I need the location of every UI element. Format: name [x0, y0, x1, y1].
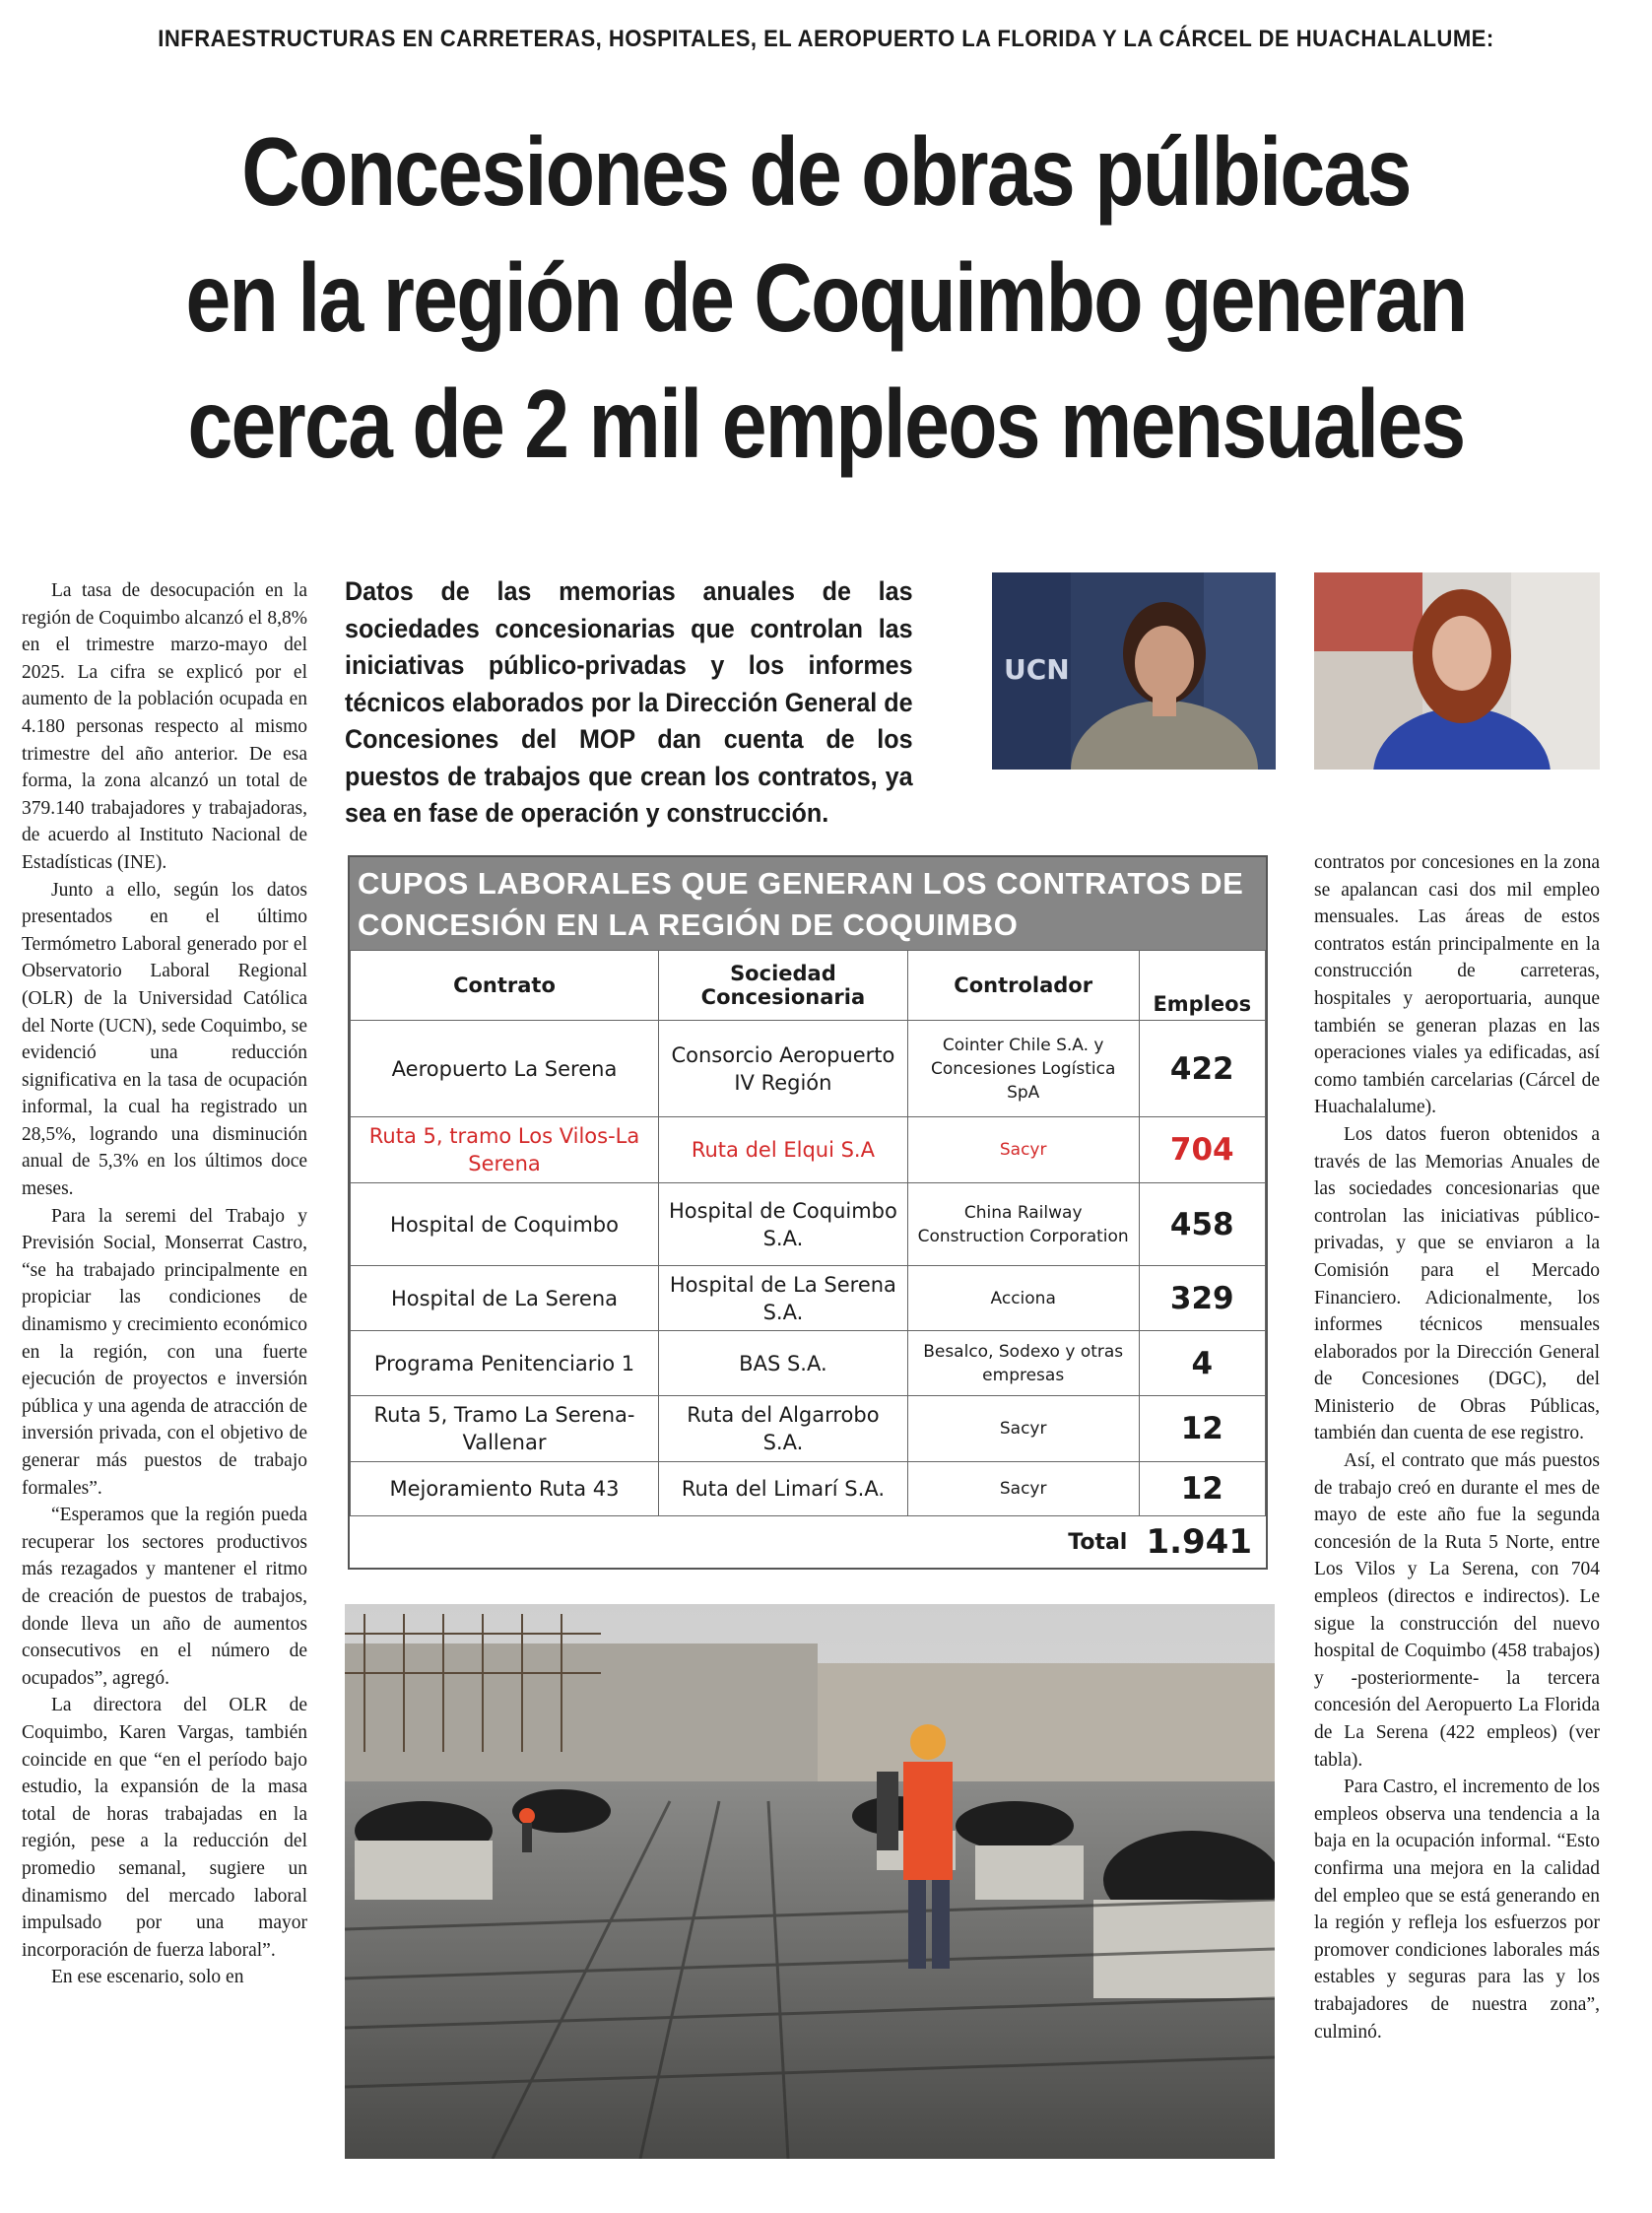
- headline-line-2: en la región de Coquimbo generan: [185, 243, 1467, 352]
- portrait-photo-1: [992, 572, 1276, 770]
- cell-controlador: China Railway Construction Corporation: [907, 1183, 1139, 1266]
- column-header-sociedad: Sociedad Concesionaria: [659, 951, 908, 1021]
- cell-sociedad: Hospital de Coquimbo S.A.: [659, 1183, 908, 1266]
- table-row: [351, 1021, 1266, 1117]
- table-total-row: [350, 1516, 1266, 1568]
- cell-contrato: Hospital de Coquimbo: [351, 1183, 659, 1266]
- cell-sociedad: Ruta del Limarí S.A.: [659, 1462, 908, 1516]
- cell-controlador: Besalco, Sodexo y otras empresas: [907, 1331, 1139, 1396]
- article-headline: [132, 108, 1520, 487]
- cell-empleos: 422: [1139, 1021, 1265, 1117]
- column-header-empleos: Empleos: [1139, 951, 1265, 1021]
- cell-empleos: 12: [1139, 1462, 1265, 1516]
- cell-contrato: Aeropuerto La Serena: [351, 1021, 659, 1117]
- cell-empleos: 12: [1139, 1396, 1265, 1462]
- left-paragraph: La tasa de desocupación en la región de Coquimbo alcanzó el 8,8% en el trimestre marzo-mayo del 2025. La cifra se explicó por el aumento de la población ocupada en 4.180 personas respecto al mismo trimestre del año anterior. De esa forma, la zona alcanzó un total de 379.140 trabajadores y trabajadoras, de acuerdo al Instituto Nacional de Estadísticas (INE).: [22, 580, 307, 873]
- cell-empleos: 704: [1139, 1117, 1265, 1183]
- left-paragraph: “Esperamos que la región pueda recuperar los sectores productivos más rezagados y mantener el ritmo de creación de puestos de trabajos, donde lleva un año de aumentos consecutivos en el número de ocupados”, agregó.: [22, 1505, 307, 1689]
- right-paragraph: Los datos fueron obtenidos a través de las Memorias Anuales de las sociedades concesionarias que controlan las iniciativas público-privadas, y que se enviaron a la Comisión para el Mercado Financiero. Adicionalmente, los informes técnicos mensuales elaborados por la Dirección General de Concesiones (DGC), del Ministerio de Obras Públicas, también dan cuenta de ese registro.: [1314, 1123, 1600, 1444]
- headline-line-3: cerca de 2 mil empleos mensuales: [187, 369, 1465, 478]
- article-lede: Datos de las memorias anuales de las sociedades concesionarias que controlan las iniciativas público-privadas y los informes técnicos elaborados por la Dirección General de Concesiones del MOP dan cuenta de los puestos de trabajos que crean los contratos, ya sea en fase de operación y construcción.: [345, 576, 913, 828]
- right-paragraph: Así, el contrato que más puestos de trabajo creó en durante el mes de mayo de este año fue la segunda concesión de la Ruta 5 Norte, entre Los Vilos y La Serena, con 704 empleos (directos e indirectos). Le sigue la construcción del nuevo hospital de Coquimbo (458 trabajos) y -posteriormente- la tercera concesión del Aeropuerto La Florida de La Serena (422 empleos) (ver tabla).: [1314, 1450, 1600, 1771]
- table-title: [350, 857, 1266, 950]
- left-paragraph: En ese escenario, solo en: [51, 1967, 244, 1988]
- cell-empleos: 329: [1139, 1266, 1265, 1331]
- right-paragraph: contratos por concesiones en la zona se apalancan casi dos mil empleo mensuales. Las áreas de estos contratos están principalmente en la construcción de carreteras, hospitales y aeroportuaria, aunque también se generan plazas en las operaciones viales ya edificadas, así como también carcelarias (Cárcel de Huachalalume).: [1314, 852, 1600, 1118]
- cell-sociedad: BAS S.A.: [659, 1331, 908, 1396]
- cell-controlador: Sacyr: [907, 1396, 1139, 1462]
- left-column: [22, 577, 307, 1991]
- column-header-contrato: Contrato: [351, 951, 659, 1021]
- table-row: [351, 1462, 1266, 1516]
- article-kicker: INFRAESTRUCTURAS EN CARRETERAS, HOSPITALES, EL AEROPUERTO LA FLORIDA Y LA CÁRCEL DE HUACHALALUME:: [158, 26, 1494, 52]
- cell-empleos: 4: [1139, 1331, 1265, 1396]
- portrait-photo-icon: [1314, 572, 1600, 770]
- data-table: [350, 950, 1266, 1516]
- cell-controlador: Sacyr: [907, 1462, 1139, 1516]
- cell-contrato: Ruta 5, tramo Los Vilos-La Serena: [351, 1117, 659, 1183]
- left-paragraph: Para la seremi del Trabajo y Previsión Social, Monserrat Castro, “se ha trabajado principalmente en propiciar las condiciones de dinamismo y crecimiento económico en la región, con una fuerte ejecución de proyectos e inversión pública y una agenda de atracción de inversión privada, con el objetivo de generar más puestos de trabajo formales”.: [22, 1205, 307, 1499]
- table-row: [351, 1183, 1266, 1266]
- portrait-photo-icon: [992, 572, 1276, 770]
- construction-site-photo-icon: [345, 1604, 1275, 2159]
- employment-table: [348, 855, 1268, 1570]
- cell-contrato: Mejoramiento Ruta 43: [351, 1462, 659, 1516]
- right-column: [1314, 849, 1600, 2045]
- cell-controlador: Sacyr: [907, 1117, 1139, 1183]
- ucn-sign-text: UCN: [1004, 653, 1070, 686]
- cell-sociedad: Hospital de La Serena S.A.: [659, 1266, 908, 1331]
- total-label: Total: [1068, 1529, 1128, 1555]
- cell-sociedad: Ruta del Algarrobo S.A.: [659, 1396, 908, 1462]
- table-row: [351, 1331, 1266, 1396]
- cell-controlador: Acciona: [907, 1266, 1139, 1331]
- cell-contrato: Programa Penitenciario 1: [351, 1331, 659, 1396]
- cell-contrato: Hospital de La Serena: [351, 1266, 659, 1331]
- cell-sociedad: Ruta del Elqui S.A: [659, 1117, 908, 1183]
- construction-site-photo: [345, 1604, 1275, 2159]
- right-paragraph: Para Castro, el incremento de los empleos observa una tendencia a la baja en la ocupación informal. “Esto confirma una mejora en la calidad del empleo que se está generando en la región y refleja los esfuerzos por promover condiciones laborales más estables y seguras para las y los trabajadores de nuestra zona”, culminó.: [1314, 1777, 1600, 2043]
- table-row-highlighted: [351, 1117, 1266, 1183]
- left-paragraph: La directora del OLR de Coquimbo, Karen Vargas, también coincide en que “en el período bajo estudio, la expansión de la masa total de horas trabajadas en la región, pese a la reducción del promedio semanal, sugiere un dinamismo del mercado laboral impulsado por una mayor incorporación de fuerza laboral”.: [22, 1695, 307, 1961]
- table-row: [351, 1266, 1266, 1331]
- headline-line-1: Concesiones de obras púlbicas: [241, 117, 1411, 226]
- column-header-controlador: Controlador: [907, 951, 1139, 1021]
- cell-empleos: 458: [1139, 1183, 1265, 1266]
- total-value: 1.941: [1146, 1522, 1252, 1562]
- cell-controlador: Cointer Chile S.A. y Concesiones Logística SpA: [907, 1021, 1139, 1117]
- cell-sociedad: Consorcio Aeropuerto IV Región: [659, 1021, 908, 1117]
- portrait-photo-2: [1314, 572, 1600, 770]
- table-title-line-2: CONCESIÓN EN LA REGIÓN DE COQUIMBO: [358, 907, 1019, 942]
- table-row: [351, 1396, 1266, 1462]
- table-title-line-1: CUPOS LABORALES QUE GENERAN LOS CONTRATOS DE: [358, 866, 1244, 901]
- left-paragraph: Junto a ello, según los datos presentados en el último Termómetro Laboral generado por el Observatorio Laboral Regional (OLR) de la Universidad Católica del Norte (UCN), sede Coquimbo, se evidenció una reducción significativa en la tasa de ocupación informal, la cual ha registrado un 28,5%, logrando una disminución anual de 5,3% en los últimos doce meses.: [22, 879, 307, 1200]
- cell-contrato: Ruta 5, Tramo La Serena-Vallenar: [351, 1396, 659, 1462]
